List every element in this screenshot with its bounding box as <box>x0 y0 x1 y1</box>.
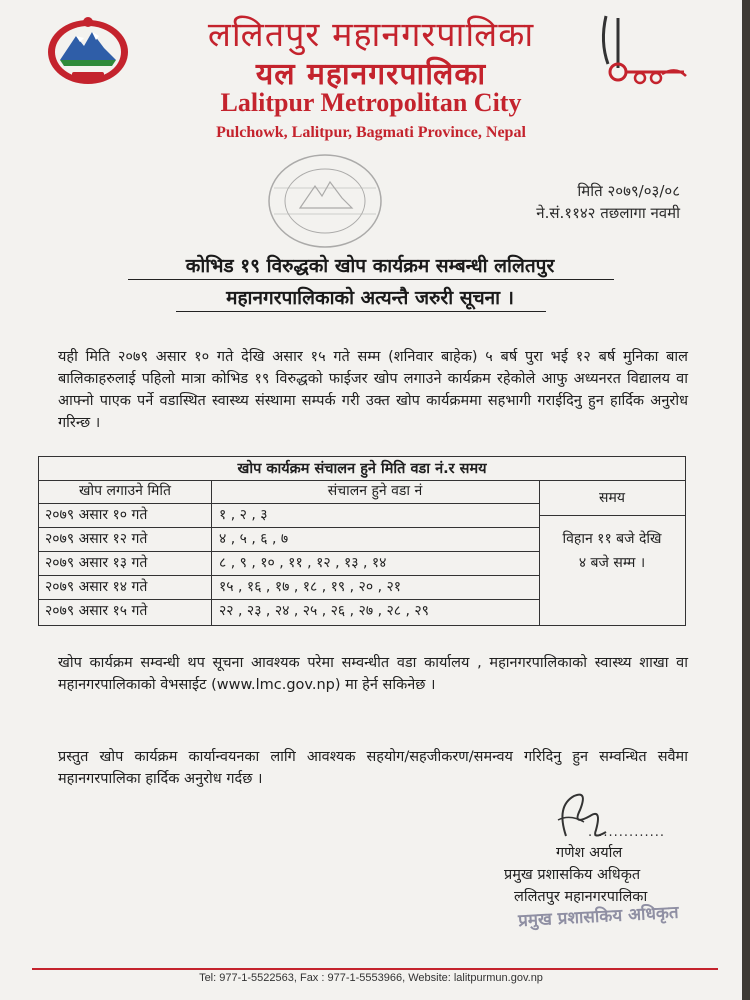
table-row-2-date: २०७९ असार १२ गते <box>45 531 148 547</box>
header-title-newari: यल महानगरपालिका <box>255 57 487 92</box>
table-row-4-wards: १५ , १६ , १७ , १८ , १९ , २० , २१ <box>219 579 402 595</box>
table-row-5-wards: २२ , २३ , २४ , २५ , २६ , २७ , २८ , २९ <box>219 603 429 619</box>
table-row-5-date: २०७९ असार १५ गते <box>45 603 148 619</box>
table-row-4-date: २०७९ असार १४ गते <box>45 579 148 595</box>
table-time-line1: विहान ११ बजे देखि <box>562 531 662 547</box>
table-header-time: समय <box>599 490 625 506</box>
footer-contact: Tel: 977-1-5522563, Fax : 977-1-5553966, Website: lalitpurmun.gov.np <box>199 972 543 984</box>
header-address: Pulchowk, Lalitpur, Bagmati Province, Nepal <box>216 124 526 141</box>
notice-paragraph-1: यही मिति २०७९ असार १० गते देखि असार १५ गते सम्म (शनिवार बाहेक) ५ बर्ष पुरा भई १२ बर्ष मुनिका बाल बालिकाहरुलाई पहिलो मात्रा कोभिड १९ विरुद्धको फाईजर खोप लगाउने कार्यक्रम रहेकोले आफु अध्यनरत विद्यालय वा आफ्नो पाएक पर्ने वडास्थित स्वास्थ्य संस्थामा सम्पर्क गरी उक्त खोप कार्यक्रममा सहभागी गराईदिनु हुन हार्दिक अनुरोध गरिन्छ । <box>58 349 688 431</box>
table-row-1-wards: १ , २ , ३ <box>219 507 268 523</box>
table-header-wards: संचालन हुने वडा नं <box>327 483 423 499</box>
notice-title-line2: महानगरपालिकाको अत्यन्तै जरुरी सूचना । <box>226 287 514 309</box>
table-row-2-wards: ४ , ५ , ६ , ७ <box>219 531 289 547</box>
table-row-1-date: २०७९ असार १० गते <box>45 507 148 523</box>
header-title-english: Lalitpur Metropolitan City <box>220 88 522 117</box>
signatory-role: प्रमुख प्रशासकिय अधिकृत <box>504 867 641 883</box>
table-title: खोप कार्यक्रम संचालन हुने मिति वडा नं.र समय <box>39 457 685 481</box>
office-seal-icon <box>260 148 390 254</box>
table-time-line2: ४ बजे सम्म । <box>578 555 646 571</box>
title-underline-2 <box>176 311 546 312</box>
table-row-3-date: २०७९ असार १३ गते <box>45 555 148 571</box>
header-title-nepali: ललितपुर महानगरपालिका <box>207 15 535 55</box>
title-underline-1 <box>128 279 614 280</box>
notice-paragraph-2: खोप कार्यक्रम सम्वन्धी थप सूचना आवश्यक परेमा सम्वन्धीत वडा कार्यालय , महानगरपालिकाको स्वास्थ्य शाखा वा महानगरपालिकाको वेभसाईट (www.lmc.gov.np) मा हेर्न सकिनेछ । <box>58 655 688 693</box>
nepal-sambat-line: ने.सं.११४२ तछलागा नवमी <box>536 204 680 222</box>
notice-paragraph-3: प्रस्तुत खोप कार्यक्रम कार्यान्वयनका लागि आवश्यक सहयोग/सहजीकरण/समन्वय गरिदिनु हुन सम्वन्धित सवैमा महानगरपालिका हार्दिक अनुरोध गर्दछ । <box>58 749 688 787</box>
table-header-date: खोप लगाउने मिति <box>79 483 171 499</box>
signature-dots: ............... <box>588 825 665 840</box>
notice-title-line1: कोभिड १९ विरुद्धको खोप कार्यक्रम सम्बन्धी ललितपुर <box>185 255 555 277</box>
signature-stamp: प्रमुख प्रशासकिय अधिकृत <box>517 902 680 932</box>
footer-divider <box>32 968 718 970</box>
background-edge <box>742 0 750 1000</box>
table-row-3-wards: ८ , ९ , १० , ११ , १२ , १३ , १४ <box>219 555 387 571</box>
schedule-table <box>38 456 686 626</box>
date-block <box>480 180 680 224</box>
signatory-office: ललितपुर महानगरपालिका <box>514 889 648 905</box>
signatory-name: गणेश अर्याल <box>556 845 623 861</box>
date-line: मिति २०७९/०३/०८ <box>577 182 680 200</box>
